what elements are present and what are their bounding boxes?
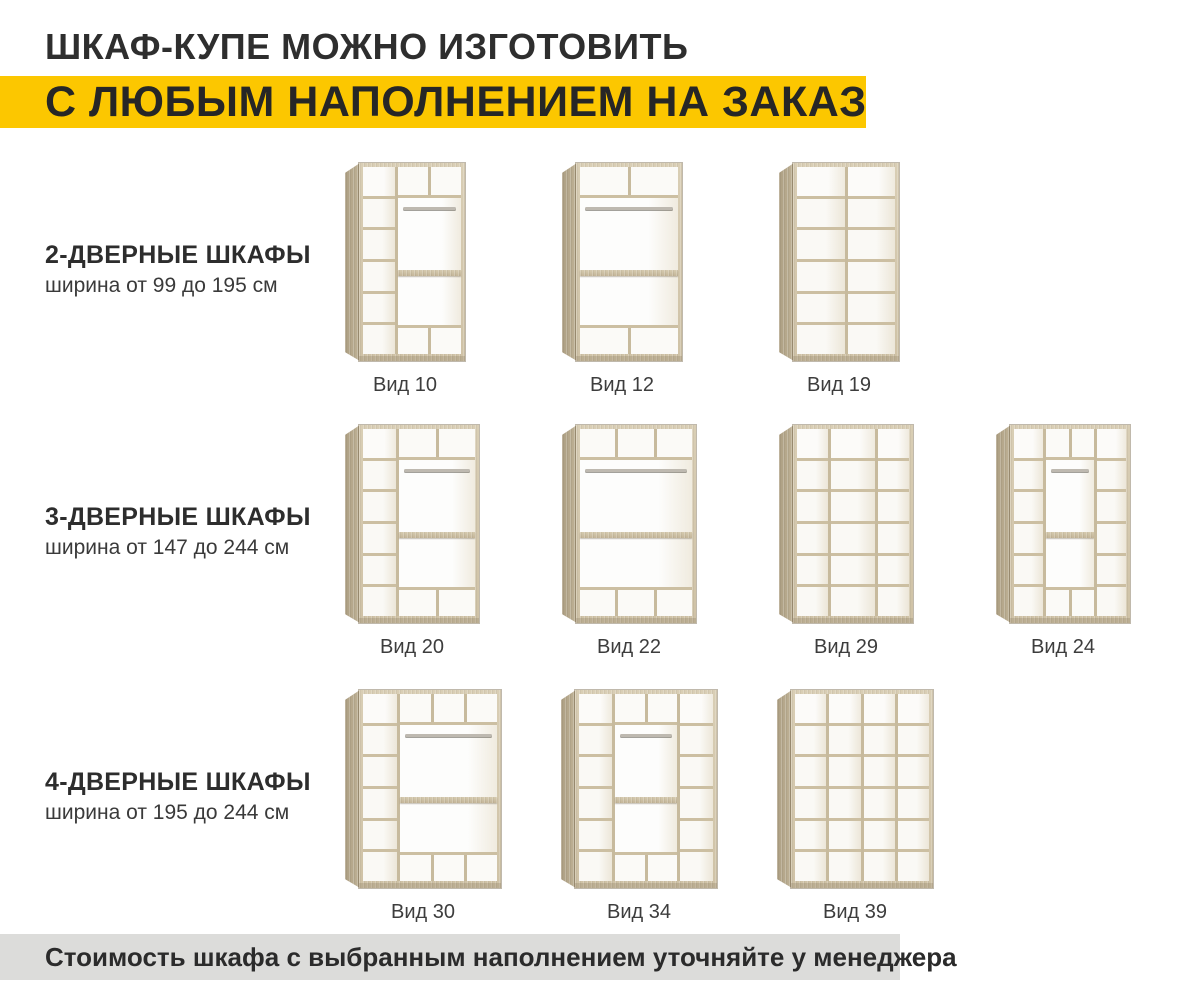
shelf-column	[363, 694, 397, 881]
shelf-cell	[797, 227, 845, 259]
wardrobe-interior	[795, 694, 929, 881]
shelf-column	[797, 167, 845, 354]
shelf-cell	[848, 322, 896, 354]
cubby-cell	[464, 855, 497, 881]
hanging-rod	[585, 469, 687, 472]
shelf-column	[363, 429, 396, 616]
wardrobe-side-panel	[779, 425, 794, 623]
wardrobe-view-label: Вид 39	[823, 901, 887, 923]
wardrobe-view-label: Вид 19	[807, 374, 871, 396]
cubby-cell	[400, 694, 430, 722]
shelf-cell	[797, 196, 845, 228]
middle-shelf	[399, 532, 475, 538]
shelf-cell	[878, 429, 909, 458]
wardrobe-list	[345, 690, 933, 923]
wardrobe-front	[793, 163, 899, 361]
middle-shelf	[398, 270, 461, 276]
shelf-cell	[831, 584, 875, 616]
shelf-cell	[848, 259, 896, 291]
shelf-cell	[1014, 458, 1043, 490]
top-cubbies	[1046, 429, 1095, 460]
wardrobe-view-label: Вид 30	[391, 901, 455, 923]
shelf-cell	[1014, 553, 1043, 585]
shelf-cell	[680, 754, 713, 786]
bottom-cubbies	[580, 587, 692, 616]
cubby-cell	[615, 429, 653, 457]
cubby-cell	[399, 590, 435, 616]
shelf-cell	[579, 754, 612, 786]
wardrobe-interior	[363, 167, 461, 354]
cubby-cell	[580, 328, 628, 354]
shelf-cell	[363, 291, 395, 323]
hanging-rod	[404, 469, 470, 472]
bottom-cubbies	[580, 325, 678, 354]
wardrobe-view-label: Вид 34	[607, 901, 671, 923]
cubby-cell	[400, 855, 430, 881]
cubby-cell	[1069, 590, 1095, 616]
highlight-banner-text: С ЛЮБЫМ НАПОЛНЕНИЕМ НА ЗАКАЗ	[45, 78, 867, 126]
shelf-cell	[878, 521, 909, 553]
shelf-cell	[829, 818, 860, 850]
group-label	[45, 503, 311, 560]
shelf-cell	[829, 754, 860, 786]
wardrobe-interior	[1014, 429, 1126, 616]
hanging-rod	[585, 207, 673, 210]
highlight-banner	[0, 76, 866, 128]
shelf-cell	[680, 723, 713, 755]
wardrobe-side-panel	[996, 425, 1011, 623]
wardrobe-front	[576, 163, 682, 361]
cubby-cell	[645, 855, 678, 881]
wardrobe-front	[359, 690, 501, 888]
shelf-column	[363, 167, 395, 354]
wardrobe-side-panel	[777, 690, 792, 888]
hanging-section	[580, 429, 692, 616]
shelf-cell	[363, 754, 397, 786]
middle-shelf	[580, 532, 692, 538]
wardrobe-view-label: Вид 10	[373, 374, 437, 396]
shelf-cell	[864, 786, 895, 818]
wardrobe-side-panel	[779, 163, 794, 361]
shelf-cell	[579, 694, 612, 723]
footer-note-text: Стоимость шкафа с выбранным наполнением уточняйте у менеджера	[45, 942, 957, 972]
group-subtitle: ширина от 195 до 244 см	[45, 801, 290, 824]
shelf-cell	[795, 786, 826, 818]
shelf-cell	[829, 786, 860, 818]
shelf-cell	[363, 322, 395, 354]
shelf-cell	[831, 521, 875, 553]
wardrobe-view-label: Вид 24	[1031, 636, 1095, 658]
shelf-cell	[680, 786, 713, 818]
shelf-column	[579, 694, 612, 881]
shelf-cell	[829, 723, 860, 755]
cubby-cell	[1069, 429, 1095, 457]
shelf-cell	[363, 458, 396, 490]
cubby-cell	[580, 429, 615, 457]
wardrobe-front	[576, 425, 696, 623]
wardrobe-front	[1010, 425, 1130, 623]
shelf-cell	[878, 458, 909, 490]
shelf-cell	[864, 754, 895, 786]
shelf-cell	[363, 489, 396, 521]
shelf-column	[861, 694, 895, 881]
wardrobe-group-row	[0, 163, 1200, 403]
shelf-column	[875, 429, 909, 616]
shelf-cell	[878, 489, 909, 521]
middle-shelf	[615, 797, 677, 803]
shelf-cell	[864, 694, 895, 723]
top-cubbies	[398, 167, 461, 198]
shelf-column	[826, 694, 860, 881]
shelf-cell	[1097, 584, 1126, 616]
wardrobe-interior	[797, 429, 909, 616]
wardrobe-item	[996, 425, 1130, 658]
cubby-cell	[615, 590, 653, 616]
middle-shelf	[400, 797, 497, 803]
shelf-cell	[795, 849, 826, 881]
wardrobe-front	[791, 690, 933, 888]
shelf-cell	[1014, 521, 1043, 553]
bottom-cubbies	[400, 852, 497, 881]
wardrobe-side-panel	[345, 163, 360, 361]
shelf-cell	[898, 786, 929, 818]
shelf-cell	[579, 723, 612, 755]
wardrobe-view-label: Вид 29	[814, 636, 878, 658]
wardrobe-front	[793, 425, 913, 623]
bottom-cubbies	[1046, 587, 1095, 616]
shelf-cell	[898, 754, 929, 786]
shelf-cell	[795, 754, 826, 786]
cubby-cell	[428, 328, 461, 354]
cubby-cell	[1046, 429, 1069, 457]
shelf-cell	[898, 818, 929, 850]
shelf-cell	[363, 429, 396, 458]
shelf-cell	[878, 584, 909, 616]
cubby-cell	[628, 328, 679, 354]
hanging-section	[612, 694, 677, 881]
hanging-section	[397, 694, 497, 881]
shelf-cell	[797, 584, 828, 616]
wardrobe-item	[345, 690, 501, 923]
shelf-cell	[831, 429, 875, 458]
cubby-cell	[645, 694, 678, 722]
shelf-cell	[363, 227, 395, 259]
top-cubbies	[580, 167, 678, 198]
shelf-cell	[579, 849, 612, 881]
shelf-cell	[797, 291, 845, 323]
hanging-section	[396, 429, 475, 616]
cubby-cell	[431, 694, 464, 722]
shelf-cell	[864, 723, 895, 755]
shelf-cell	[878, 553, 909, 585]
shelf-cell	[363, 584, 396, 616]
shelf-cell	[848, 196, 896, 228]
page-title: ШКАФ-КУПЕ МОЖНО ИЗГОТОВИТЬ	[45, 26, 689, 67]
wardrobe-side-panel	[561, 690, 576, 888]
cubby-cell	[398, 167, 428, 195]
hanging-rod	[620, 734, 672, 737]
shelf-cell	[1097, 553, 1126, 585]
cubby-cell	[436, 590, 475, 616]
cubby-cell	[628, 167, 679, 195]
wardrobe-list	[345, 163, 899, 396]
group-title: 2-ДВЕРНЫЕ ШКАФЫ	[45, 241, 311, 269]
shelf-column	[1094, 429, 1126, 616]
cubby-cell	[431, 855, 464, 881]
shelf-cell	[1097, 458, 1126, 490]
hanging-section	[395, 167, 461, 354]
top-cubbies	[400, 694, 497, 725]
shelf-column	[895, 694, 929, 881]
cubby-cell	[1046, 590, 1069, 616]
group-title: 4-ДВЕРНЫЕ ШКАФЫ	[45, 768, 311, 796]
shelf-cell	[797, 259, 845, 291]
cubby-cell	[464, 694, 497, 722]
shelf-cell	[680, 694, 713, 723]
wardrobe-item	[561, 690, 717, 923]
group-label	[45, 768, 311, 825]
shelf-cell	[848, 291, 896, 323]
wardrobe-interior	[579, 694, 713, 881]
wardrobe-view-label: Вид 20	[380, 636, 444, 658]
wardrobe-front	[359, 425, 479, 623]
wardrobe-list	[345, 425, 1130, 658]
cubby-cell	[615, 855, 645, 881]
shelf-cell	[363, 553, 396, 585]
wardrobe-interior	[363, 694, 497, 881]
shelf-column	[677, 694, 713, 881]
wardrobe-group-row	[0, 690, 1200, 930]
shelf-cell	[1097, 521, 1126, 553]
shelf-cell	[898, 694, 929, 723]
wardrobe-item	[777, 690, 933, 923]
shelf-cell	[363, 818, 397, 850]
shelf-cell	[864, 849, 895, 881]
shelf-cell	[363, 849, 397, 881]
wardrobe-item	[345, 425, 479, 658]
wardrobe-front	[575, 690, 717, 888]
shelf-cell	[579, 818, 612, 850]
hanging-section	[580, 167, 678, 354]
shelf-cell	[680, 818, 713, 850]
shelf-cell	[1014, 584, 1043, 616]
middle-shelf	[1046, 532, 1095, 538]
hanging-rod	[405, 734, 492, 737]
shelf-cell	[795, 818, 826, 850]
shelf-column	[797, 429, 828, 616]
cubby-cell	[428, 167, 461, 195]
shelf-cell	[1014, 429, 1043, 458]
top-cubbies	[615, 694, 677, 725]
wardrobe-side-panel	[345, 425, 360, 623]
shelf-cell	[363, 259, 395, 291]
shelf-cell	[680, 849, 713, 881]
shelf-cell	[898, 849, 929, 881]
wardrobe-side-panel	[562, 163, 577, 361]
hanging-section	[1043, 429, 1095, 616]
wardrobe-item	[562, 425, 696, 658]
shelf-cell	[579, 786, 612, 818]
shelf-cell	[363, 786, 397, 818]
shelf-cell	[797, 322, 845, 354]
shelf-cell	[797, 429, 828, 458]
wardrobe-interior	[580, 167, 678, 354]
wardrobe-item	[562, 163, 682, 396]
wardrobe-interior	[797, 167, 895, 354]
wardrobe-view-label: Вид 22	[597, 636, 661, 658]
top-cubbies	[399, 429, 475, 460]
shelf-cell	[797, 167, 845, 196]
middle-shelf	[580, 270, 678, 276]
cubby-cell	[436, 429, 475, 457]
wardrobe-interior	[363, 429, 475, 616]
shelf-cell	[848, 167, 896, 196]
shelf-cell	[797, 521, 828, 553]
footer-note-bar	[0, 934, 957, 980]
shelf-cell	[795, 694, 826, 723]
shelf-cell	[848, 227, 896, 259]
shelf-cell	[363, 196, 395, 228]
shelf-cell	[831, 553, 875, 585]
wardrobe-group-row	[0, 425, 1200, 665]
wardrobe-item	[779, 425, 913, 658]
shelf-cell	[363, 723, 397, 755]
shelf-cell	[898, 723, 929, 755]
shelf-cell	[797, 489, 828, 521]
cubby-cell	[399, 429, 435, 457]
shelf-cell	[1014, 489, 1043, 521]
shelf-cell	[1097, 429, 1126, 458]
shelf-cell	[831, 489, 875, 521]
wardrobe-side-panel	[562, 425, 577, 623]
group-label	[45, 241, 311, 298]
wardrobe-side-panel	[345, 690, 360, 888]
shelf-column	[845, 167, 896, 354]
cubby-cell	[654, 429, 692, 457]
bottom-cubbies	[398, 325, 461, 354]
shelf-column	[828, 429, 875, 616]
group-title: 3-ДВЕРНЫЕ ШКАФЫ	[45, 503, 311, 531]
shelf-column	[1014, 429, 1043, 616]
group-subtitle: ширина от 99 до 195 см	[45, 274, 278, 297]
bottom-cubbies	[615, 852, 677, 881]
shelf-cell	[363, 694, 397, 723]
shelf-cell	[795, 723, 826, 755]
shelf-column	[795, 694, 826, 881]
shelf-cell	[831, 458, 875, 490]
group-subtitle: ширина от 147 до 244 см	[45, 536, 290, 559]
shelf-cell	[363, 521, 396, 553]
wardrobe-front	[359, 163, 465, 361]
wardrobe-view-label: Вид 12	[590, 374, 654, 396]
hanging-rod	[1051, 469, 1090, 472]
shelf-cell	[829, 849, 860, 881]
wardrobe-item	[779, 163, 899, 396]
hanging-rod	[403, 207, 456, 210]
cubby-cell	[615, 694, 645, 722]
shelf-cell	[1097, 489, 1126, 521]
top-cubbies	[580, 429, 692, 460]
wardrobe-item	[345, 163, 465, 396]
shelf-cell	[864, 818, 895, 850]
shelf-cell	[797, 458, 828, 490]
cubby-cell	[580, 167, 628, 195]
cubby-cell	[398, 328, 428, 354]
shelf-cell	[797, 553, 828, 585]
wardrobe-interior	[580, 429, 692, 616]
cubby-cell	[654, 590, 692, 616]
cubby-cell	[580, 590, 615, 616]
bottom-cubbies	[399, 587, 475, 616]
shelf-cell	[363, 167, 395, 196]
shelf-cell	[829, 694, 860, 723]
